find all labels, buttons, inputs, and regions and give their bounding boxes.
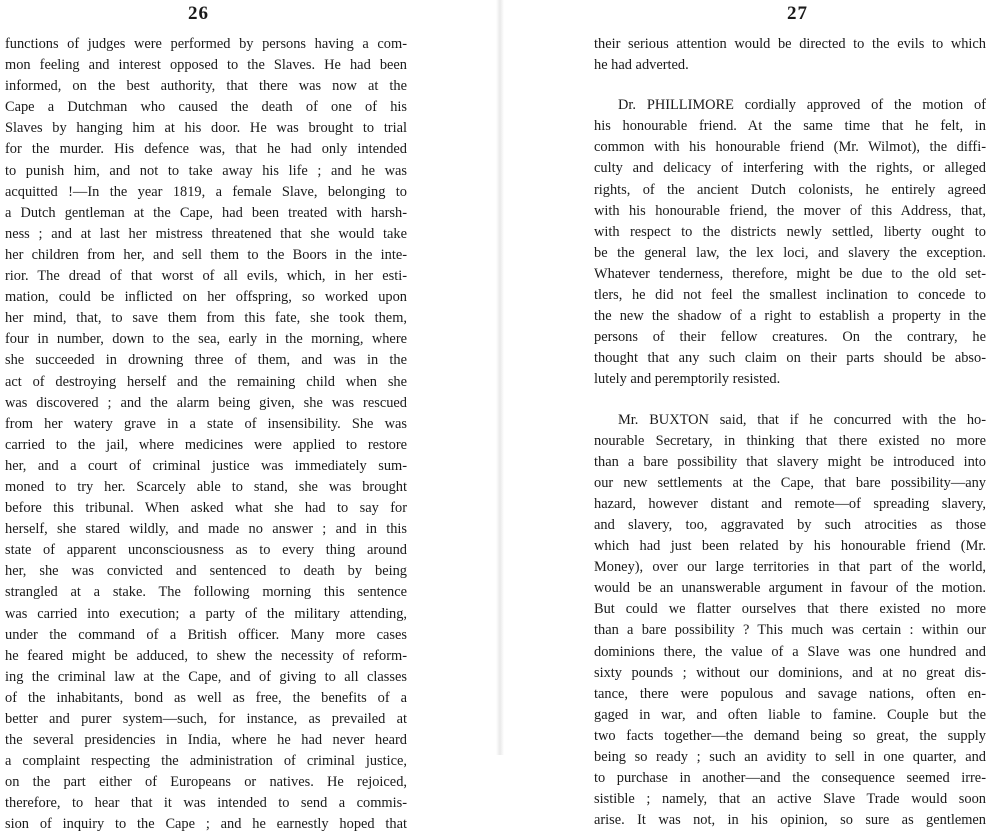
text-line: of the inhabitants, bond as well as free, the benefits of a [5,689,407,706]
text-line: our new settlements at the Cape, that bare possibility—any [594,474,986,491]
text-line: before this tribunal. When asked what she had to say for [5,500,407,517]
text-line: she succeeded in drowning three of them, and was in the [5,352,407,369]
text-line: culty and delicacy of interfering with the rights, or alleged [594,160,986,177]
text-line: tlers, he did not feel the smallest inclination to concede to [594,287,986,304]
text-line: her, she was convicted and sentenced to death by being [5,563,407,580]
text-line: two facts together—the demand being so great, the supply [594,727,986,744]
text-line: dominions there, the value of a Slave was one hundred and [594,643,986,660]
paragraph-gap [594,76,986,95]
text-line: act of destroying herself and the remaining child when she [5,373,407,390]
text-line: a Dutch gentleman at the Cape, had been treated with harsh- [5,204,407,221]
text-line: his honourable friend. At the same time that he felt, in [594,118,986,135]
text-line: her mind, that, to save them from this fate, she took them, [5,310,407,327]
text-line: sistible ; namely, that an active Slave Trade would soon [594,791,986,808]
text-line: to purchase in another—and the consequence seemed irre- [594,770,986,787]
text-line: be the general law, the lex loci, and slavery the exception. [594,244,986,261]
text-line: her children from her, and sell them to the Boors in the inte- [5,246,407,263]
text-line: the new the shadow of a right to establish a property in the [594,308,986,325]
text-line: rior. The dread of that worst of all evils, which, in her esti- [5,268,407,285]
left-text-block [5,34,407,836]
text-line: the several presidencies in India, where he had never heard [5,732,407,749]
text-line: functions of judges were performed by persons having a com- [5,36,407,52]
text-line: Mr. BUXTON said, that if he concurred with the ho- [618,411,986,428]
text-line: being so ready ; such an avidity to sell in one quarter, and [594,749,986,765]
text-line: from her watery grave in a state of insensibility. She was [5,415,407,432]
text-line: Slaves by hanging him at his door. He was brought to trial [5,120,407,137]
page-number-left: 26 [188,3,209,24]
text-line: ness ; and at last her mistress threatened that she would take [5,225,407,242]
text-line: would be an unanswerable argument in favour of the motion. [594,580,986,597]
text-line: ing the criminal law at the Cape, and of giving to all classes [5,668,407,685]
text-line: gaged in war, and often liable to famine. Couple but the [594,706,986,723]
right-text-block [594,34,986,831]
text-line: he feared might be adduced, to shew the necessity of reform- [5,647,407,664]
text-line: was discovered ; and the alarm being given, she was rescued [5,394,407,411]
page-number-right: 27 [787,3,808,24]
text-line: he had adverted. [594,57,689,74]
text-line: tance, there were populous and savage nations, often en- [594,685,986,702]
text-line: persons of their fellow creatures. On the contrary, he [594,329,986,346]
text-line: for the murder. His defence was, that he had only intended [5,141,407,158]
text-line: thought that any such claim on their parts should be abso- [594,350,986,367]
text-line: to punish him, and not to take away his life ; and he was [5,162,407,179]
text-line: with respect to the districts newly settled, liberty ought to [594,223,986,240]
text-line: lutely and peremptorily resisted. [594,371,781,388]
text-line: carried to the jail, where medicines were applied to restore [5,436,407,453]
text-line: a complaint respecting the administration of criminal justice, [5,753,407,770]
text-line: under the command of a British officer. Many more cases [5,626,407,643]
text-line: common with his honourable friend (Mr. Wilmot), the diffi- [594,139,986,156]
text-line: than a bare possibility ? This much was certain : within our [594,622,986,639]
text-line: informed, on the best authority, that there was now at the [5,78,407,95]
text-line: was carried into execution; a party of the military attending, [5,605,407,622]
text-line: four in number, down to the sea, early in the morning, where [5,331,407,348]
text-line: strangled at a stake. The following morning this sentence [5,584,407,601]
text-line: herself, she stared wildly, and made no answer ; and in this [5,521,407,538]
text-line: Dr. PHILLIMORE cordially approved of the motion of [618,97,986,114]
left-page [0,0,500,833]
text-line: sion of inquiry to the Cape ; and he earnestly hoped that [5,816,407,833]
text-line: state of apparent unconsciousness as to every thing around [5,542,407,559]
text-line: Cape a Dutchman who caused the death of one of his [5,99,407,116]
text-line: her, and a court of criminal justice was immediately sum- [5,457,407,474]
text-line: and slavery, too, aggravated by such atrocities as those [594,516,986,533]
text-line: mation, could be inflicted on her offspring, so worked upon [5,289,407,306]
text-line: mon feeling and interest opposed to the Slaves. He had been [5,57,407,74]
text-line: which had just been related by his honourable friend (Mr. [594,538,986,555]
text-line: than a bare possibility that slavery might be introduced into [594,453,986,470]
text-line: with his honourable friend, the mover of this Address, that, [594,202,986,219]
text-line: therefore, to hear that it was intended to send a commis- [5,795,407,812]
right-page [500,0,1000,829]
text-line: Money), over our large territories in that part of the world, [594,559,986,576]
text-line: moned to try her. Scarcely able to stand, she was brought [5,478,407,495]
text-line: on the part either of Europeans or natives. He rejoiced, [5,774,407,791]
text-line: rights, of the ancient Dutch colonists, he entirely agreed [594,181,986,198]
text-line: arise. It was not, in his opinion, so sure as gentlemen [594,812,986,829]
text-line: nourable Secretary, in thinking that there existed no more [594,432,986,449]
paragraph-gap [594,391,986,410]
text-line: their serious attention would be directed to the evils to which [594,36,986,52]
text-line: better and purer system—such, for instance, as prevailed at [5,711,407,727]
text-line: sixty pounds ; without our dominions, and at no great dis- [594,664,986,681]
text-line: But could we flatter ourselves that there existed no more [594,601,986,618]
text-line: Whatever tenderness, therefore, might be due to the old set- [594,265,986,282]
text-line: acquitted !—In the year 1819, a female Slave, belonging to [5,183,407,200]
text-line: hazard, however distant and remote—of spreading slavery, [594,495,986,512]
